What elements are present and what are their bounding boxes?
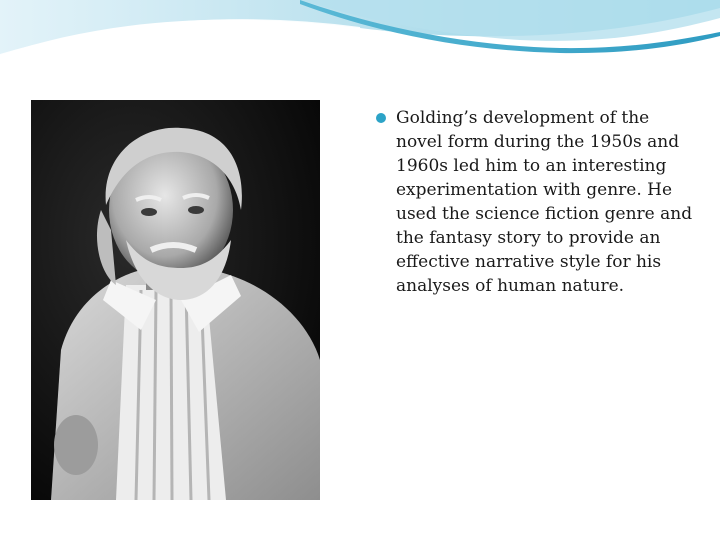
bullet-dot-icon bbox=[376, 113, 386, 123]
author-portrait-photo bbox=[31, 100, 320, 500]
header-wave-decoration bbox=[0, 0, 720, 90]
bullet-text: Golding’s development of the novel form during the 1950s and 1960s led him to an interesting experimentation with genre. He used the science fiction genre and the fantasy story to provide an effective narrative style for his analyses of human nature. bbox=[396, 108, 693, 296]
bullet-item bbox=[376, 106, 696, 298]
bullet-list bbox=[376, 106, 696, 298]
